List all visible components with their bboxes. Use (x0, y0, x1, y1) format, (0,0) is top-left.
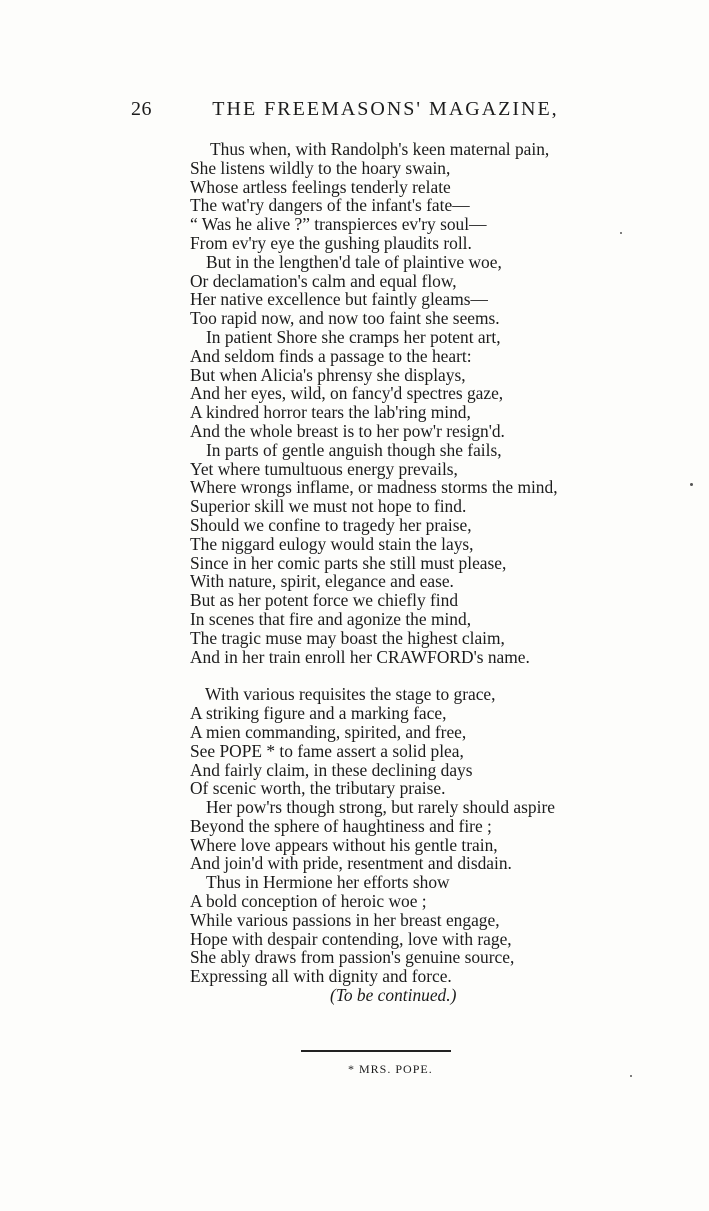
poem-line: Where love appears without his gentle train, (190, 834, 498, 855)
poem-line: Should we confine to tragedy her praise, (190, 514, 472, 535)
poem-line: And fairly claim, in these declining days (190, 759, 473, 780)
poem-line: A striking figure and a marking face, (190, 703, 447, 724)
poem-line: She listens wildly to the hoary swain, (190, 157, 451, 178)
poem-line: The tragic muse may boast the highest claim, (190, 627, 505, 648)
poem-line: Of scenic worth, the tributary praise. (190, 778, 446, 799)
poem-line: In scenes that fire and agonize the mind, (190, 608, 472, 629)
poem-line: And the whole breast is to her pow'r resign'd. (190, 420, 505, 441)
print-speck (620, 232, 622, 234)
poem-line: Superior skill we must not hope to find. (190, 496, 467, 517)
poem-line: Whose artless feelings tenderly relate (190, 176, 451, 197)
stanza-2 (0, 685, 709, 1005)
poem-line: Expressing all with dignity and force. (190, 966, 452, 987)
footnote-rule (301, 1050, 451, 1052)
stanza-1 (0, 140, 709, 666)
poem-line: Since in her comic parts she still must please, (190, 552, 507, 573)
poem-line: Her native excellence but faintly gleams— (190, 289, 488, 310)
poem-line: With nature, spirit, elegance and ease. (190, 571, 454, 592)
page-number: 26 (131, 98, 152, 120)
to-be-continued-note: (To be continued.) (330, 985, 457, 1006)
poem-line: Too rapid now, and now too faint she seems. (190, 308, 500, 329)
poem-line: And in her train enroll her CRAWFORD's name. (190, 646, 530, 667)
print-speck (630, 1075, 632, 1077)
poem-line: In patient Shore she cramps her potent art, (206, 326, 501, 347)
poem-line: While various passions in her breast engage, (190, 909, 500, 930)
print-speck (690, 483, 693, 486)
poem-line: But when Alicia's phrensy she displays, (190, 364, 466, 385)
poem-line: Thus in Hermione her efforts show (206, 872, 450, 893)
poem-line: And seldom finds a passage to the heart: (190, 345, 472, 366)
poem-line: The wat'ry dangers of the infant's fate— (190, 195, 470, 216)
poem-line: With various requisites the stage to grace, (205, 684, 496, 705)
poem-line: In parts of gentle anguish though she fails, (206, 439, 502, 460)
poem-line: A kindred horror tears the lab'ring mind, (190, 402, 471, 423)
poem-line: The niggard eulogy would stain the lays, (190, 533, 474, 554)
poem-line: Where wrongs inflame, or madness storms the mind, (190, 477, 558, 498)
poem-line: But as her potent force we chiefly find (190, 590, 459, 611)
poem-line: Hope with despair contending, love with rage, (190, 928, 512, 949)
poem-line: Or declamation's calm and equal flow, (190, 270, 457, 291)
poem-line: Yet where tumultuous energy prevails, (190, 458, 458, 479)
poem-line: From ev'ry eye the gushing plaudits roll. (190, 232, 472, 253)
running-head-title: THE FREEMASONS' MAGAZINE, (212, 98, 559, 120)
poem-body (0, 140, 709, 1005)
poem-line: A bold conception of heroic woe ; (190, 891, 427, 912)
poem-line: Thus when, with Randolph's keen maternal pain, (210, 139, 550, 159)
poem-line: “ Was he alive ?” transpierces ev'ry soul— (190, 214, 487, 235)
poem-line: See POPE * to fame assert a solid plea, (190, 740, 464, 761)
poem-line: And her eyes, wild, on fancy'd spectres gaze, (190, 383, 504, 404)
poem-line: A mien commanding, spirited, and free, (190, 721, 467, 742)
poem-line: Beyond the sphere of haughtiness and fire ; (190, 815, 492, 836)
poem-line: Her pow'rs though strong, but rarely should aspire (206, 797, 555, 818)
poem-line: But in the lengthen'd tale of plaintive woe, (206, 251, 502, 272)
poem-line: And join'd with pride, resentment and disdain. (190, 853, 512, 874)
poem-line: She ably draws from passion's genuine source, (190, 947, 515, 968)
footnote: * MRS. POPE. (348, 1062, 433, 1076)
